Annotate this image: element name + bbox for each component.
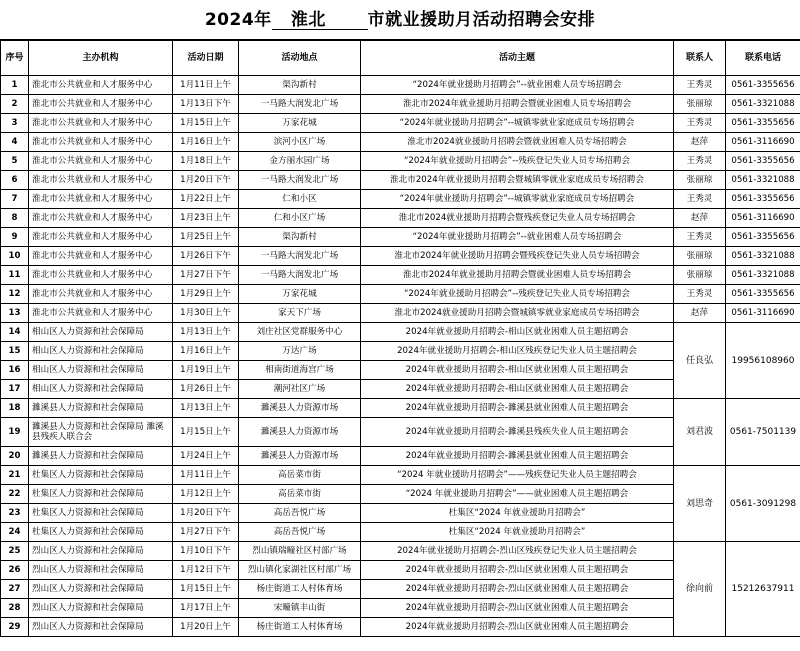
row-org: 杜集区人力资源和社会保障局 [29,466,173,485]
row-place: 仁和小区广场 [239,209,361,228]
row-place: 仁和小区 [239,190,361,209]
row-contact: 张丽琼 [674,266,726,285]
row-date: 1月30日上午 [173,304,239,323]
row-seq: 6 [1,171,29,190]
row-place: 万家花城 [239,285,361,304]
row-org: 淮北市公共就业和人才服务中心 [29,133,173,152]
row-org: 淮北市公共就业和人才服务中心 [29,304,173,323]
table-row [1,266,800,285]
row-date: 1月26日下午 [173,247,239,266]
row-date: 1月20日上午 [173,618,239,637]
title-city: 淮北 [290,10,326,30]
group-phone: 0561-3091298 [726,466,800,542]
row-place: 高岳菜市街 [239,485,361,504]
header-seq: 序号 [1,41,29,76]
row-date: 1月27日下午 [173,266,239,285]
header-org: 主办机构 [29,41,173,76]
row-date: 1月12日上午 [173,485,239,504]
row-place: 濉溪县人力资源市场 [239,399,361,418]
row-place: 万达广场 [239,342,361,361]
row-date: 1月20日下午 [173,504,239,523]
row-phone: 0561-3355656 [726,228,800,247]
row-contact: 王秀灵 [674,76,726,95]
row-theme: 2024年就业援助月招聘会-相山区残疾登记失业人员主题招聘会 [361,342,674,361]
row-phone: 0561-3355656 [726,76,800,95]
schedule-table [0,40,800,637]
row-seq: 24 [1,523,29,542]
table-row [1,304,800,323]
row-org: 濉溪县人力资源和社会保障局 [29,399,173,418]
row-org: 淮北市公共就业和人才服务中心 [29,190,173,209]
row-theme: 2024年就业援助月招聘会-濉溪县就业困难人员主题招聘会 [361,447,674,466]
row-theme: 2024年就业援助月招聘会-濉溪县就业困难人员主题招聘会 [361,399,674,418]
row-place: 烈山镇瑞疃社区村部广场 [239,542,361,561]
row-org: 相山区人力资源和社会保障局 [29,342,173,361]
row-org: 杜集区人力资源和社会保障局 [29,523,173,542]
row-date: 1月26日上午 [173,380,239,399]
row-place: 高岳菜市街 [239,466,361,485]
row-seq: 28 [1,599,29,618]
row-org: 杜集区人力资源和社会保障局 [29,504,173,523]
group-phone: 15212637911 [726,542,800,637]
row-seq: 20 [1,447,29,466]
row-phone: 0561-3355656 [726,152,800,171]
table-row [1,190,800,209]
row-org: 烈山区人力资源和社会保障局 [29,580,173,599]
row-phone: 0561-3355656 [726,190,800,209]
table-row [1,399,800,418]
row-theme: “2024 年就业援助月招聘会”——就业困难人员主题招聘会 [361,485,674,504]
header-date: 活动日期 [173,41,239,76]
group-phone: 0561-7501139 [726,399,800,466]
row-date: 1月17日上午 [173,599,239,618]
row-date: 1月25日上午 [173,228,239,247]
title-suffix: 市就业援助月活动招聘会安排 [367,10,596,30]
row-seq: 18 [1,399,29,418]
row-date: 1月12日下午 [173,561,239,580]
group-contact: 刘君波 [674,399,726,466]
row-contact: 王秀灵 [674,190,726,209]
row-theme: “2024年就业援助月招聘会”--就业困难人员专场招聘会 [361,228,674,247]
row-org: 烈山区人力资源和社会保障局 [29,618,173,637]
row-contact: 王秀灵 [674,228,726,247]
header-phone: 联系电话 [726,41,800,76]
row-place: 一马路大润发北广场 [239,171,361,190]
table-row [1,285,800,304]
row-place: 杨庄街道工人村体育场 [239,618,361,637]
row-date: 1月13日下午 [173,95,239,114]
schedule-body [1,76,800,637]
row-seq: 4 [1,133,29,152]
row-phone: 0561-3321088 [726,247,800,266]
row-phone: 0561-3321088 [726,95,800,114]
row-theme: 杜集区“2024 年就业援助月招聘会” [361,504,674,523]
row-contact: 张丽琼 [674,247,726,266]
row-org: 淮北市公共就业和人才服务中心 [29,228,173,247]
table-row [1,152,800,171]
header-row [1,41,800,76]
row-phone: 0561-3116690 [726,209,800,228]
row-seq: 5 [1,152,29,171]
row-theme: “2024年就业援助月招聘会”--就业困难人员专场招聘会 [361,76,674,95]
row-date: 1月18日上午 [173,152,239,171]
row-date: 1月20日下午 [173,171,239,190]
row-theme: 2024年就业援助月招聘会-相山区就业困难人员主题招聘会 [361,323,674,342]
group-phone: 19956108960 [726,323,800,399]
row-place: 金方丽水园广场 [239,152,361,171]
row-date: 1月22日上午 [173,190,239,209]
row-place: 濉溪县人力资源市场 [239,447,361,466]
row-org: 濉溪县人力资源和社会保障局 濉溪县残疾人联合会 [29,418,173,447]
table-row [1,247,800,266]
row-seq: 23 [1,504,29,523]
row-theme: 淮北市2024年就业援助月招聘会暨残疾登记失业人员专场招聘会 [361,247,674,266]
row-contact: 王秀灵 [674,285,726,304]
row-place: 杨庄街道工人村体育场 [239,580,361,599]
row-org: 淮北市公共就业和人才服务中心 [29,152,173,171]
row-place: 刘庄社区党群服务中心 [239,323,361,342]
row-contact: 王秀灵 [674,152,726,171]
row-seq: 2 [1,95,29,114]
row-place: 万家花城 [239,114,361,133]
group-contact: 任良弘 [674,323,726,399]
row-theme: 2024年就业援助月招聘会-烈山区就业困难人员主题招聘会 [361,599,674,618]
row-phone: 0561-3321088 [726,171,800,190]
row-org: 淮北市公共就业和人才服务中心 [29,95,173,114]
row-seq: 8 [1,209,29,228]
row-date: 1月24日上午 [173,447,239,466]
row-seq: 1 [1,76,29,95]
row-org: 相山区人力资源和社会保障局 [29,361,173,380]
row-date: 1月29日上午 [173,285,239,304]
row-phone: 0561-3116690 [726,304,800,323]
row-place: 一马路大润发北广场 [239,247,361,266]
row-org: 杜集区人力资源和社会保障局 [29,485,173,504]
row-theme: “2024年就业援助月招聘会”--残疾登记失业人员专场招聘会 [361,152,674,171]
row-seq: 22 [1,485,29,504]
row-place: 濉溪县人力资源市场 [239,418,361,447]
row-org: 淮北市公共就业和人才服务中心 [29,171,173,190]
row-theme: 2024年就业援助月招聘会-烈山区就业困难人员主题招聘会 [361,580,674,599]
row-org: 濉溪县人力资源和社会保障局 [29,447,173,466]
row-date: 1月10日下午 [173,542,239,561]
row-date: 1月15日上午 [173,418,239,447]
row-date: 1月19日上午 [173,361,239,380]
row-org: 烈山区人力资源和社会保障局 [29,599,173,618]
header-contact: 联系人 [674,41,726,76]
row-org: 相山区人力资源和社会保障局 [29,323,173,342]
row-date: 1月16日上午 [173,133,239,152]
row-date: 1月15日上午 [173,114,239,133]
row-org: 烈山区人力资源和社会保障局 [29,561,173,580]
row-seq: 7 [1,190,29,209]
row-theme: 淮北市2024年就业援助月招聘会暨就业困难人员专场招聘会 [361,95,674,114]
row-place: 烈山镇化家湖社区村部广场 [239,561,361,580]
row-phone: 0561-3355656 [726,114,800,133]
row-theme: “2024年就业援助月招聘会”--城镇零就业家庭成员专场招聘会 [361,190,674,209]
row-date: 1月27日下午 [173,523,239,542]
row-theme: “2024年就业援助月招聘会”--城镇零就业家庭成员专场招聘会 [361,114,674,133]
row-phone: 0561-3321088 [726,266,800,285]
row-theme: “2024年就业援助月招聘会”--残疾登记失业人员专场招聘会 [361,285,674,304]
row-seq: 12 [1,285,29,304]
row-place: 滨河小区广场 [239,133,361,152]
row-place: 高岳吾悦广场 [239,504,361,523]
table-row [1,76,800,95]
row-place: 相南街道海宫广场 [239,361,361,380]
page-title [0,0,800,40]
table-row [1,228,800,247]
group-contact: 徐向前 [674,542,726,637]
row-contact: 赵萍 [674,133,726,152]
row-org: 淮北市公共就业和人才服务中心 [29,247,173,266]
row-place: 高岳吾悦广场 [239,523,361,542]
row-date: 1月13日上午 [173,399,239,418]
row-org: 烈山区人力资源和社会保障局 [29,542,173,561]
title-city-field [272,11,368,30]
row-place: 一马路大润发北广场 [239,266,361,285]
row-seq: 19 [1,418,29,447]
row-theme: 淮北市2024就业援助月招聘会暨就业困难人员专场招聘会 [361,133,674,152]
row-org: 淮北市公共就业和人才服务中心 [29,76,173,95]
row-seq: 11 [1,266,29,285]
row-contact: 赵萍 [674,304,726,323]
header-place: 活动地点 [239,41,361,76]
row-org: 淮北市公共就业和人才服务中心 [29,266,173,285]
header-theme: 活动主题 [361,41,674,76]
row-date: 1月13日上午 [173,323,239,342]
row-date: 1月16日上午 [173,342,239,361]
row-place: 家天下广场 [239,304,361,323]
row-contact: 王秀灵 [674,114,726,133]
row-theme: “2024 年就业援助月招聘会”——残疾登记失业人员主题招聘会 [361,466,674,485]
table-row [1,323,800,342]
row-theme: 杜集区“2024 年就业援助月招聘会” [361,523,674,542]
row-seq: 17 [1,380,29,399]
row-theme: 2024年就业援助月招聘会-相山区就业困难人员主题招聘会 [361,361,674,380]
row-theme: 2024年就业援助月招聘会-烈山区就业困难人员主题招聘会 [361,618,674,637]
table-row [1,114,800,133]
row-seq: 16 [1,361,29,380]
row-theme: 淮北市2024年就业援助月招聘会暨城镇零就业家庭成员专场招聘会 [361,171,674,190]
row-theme: 淮北市2024就业援助月招聘会暨城镇零就业家庭成员专场招聘会 [361,304,674,323]
row-org: 淮北市公共就业和人才服务中心 [29,285,173,304]
row-date: 1月11日上午 [173,76,239,95]
row-phone: 0561-3355656 [726,285,800,304]
row-theme: 2024年就业援助月招聘会-濉溪县残疾失业人员主题招聘会 [361,418,674,447]
row-place: 宋疃镇丰山街 [239,599,361,618]
table-row [1,209,800,228]
row-theme: 2024年就业援助月招聘会-烈山区就业困难人员主题招聘会 [361,561,674,580]
row-seq: 21 [1,466,29,485]
table-row [1,466,800,485]
row-place: 渠沟新村 [239,228,361,247]
row-seq: 3 [1,114,29,133]
table-row [1,133,800,152]
row-contact: 张丽琼 [674,95,726,114]
row-seq: 13 [1,304,29,323]
row-org: 淮北市公共就业和人才服务中心 [29,209,173,228]
row-seq: 27 [1,580,29,599]
group-contact: 刘思奇 [674,466,726,542]
row-theme: 2024年就业援助月招聘会-相山区就业困难人员主题招聘会 [361,380,674,399]
row-theme: 淮北市2024就业援助月招聘会暨残疾登记失业人员专场招聘会 [361,209,674,228]
row-seq: 15 [1,342,29,361]
row-place: 潮河社区广场 [239,380,361,399]
row-org: 淮北市公共就业和人才服务中心 [29,114,173,133]
table-row [1,95,800,114]
row-date: 1月23日上午 [173,209,239,228]
title-prefix: 2024年 [204,10,272,30]
row-theme: 淮北市2024年就业援助月招聘会暨就业困难人员专场招聘会 [361,266,674,285]
row-seq: 25 [1,542,29,561]
row-date: 1月11日上午 [173,466,239,485]
row-phone: 0561-3116690 [726,133,800,152]
table-row [1,171,800,190]
table-row [1,542,800,561]
row-seq: 26 [1,561,29,580]
row-seq: 29 [1,618,29,637]
row-contact: 赵萍 [674,209,726,228]
row-date: 1月15日上午 [173,580,239,599]
row-place: 一马路大润发北广场 [239,95,361,114]
row-org: 相山区人力资源和社会保障局 [29,380,173,399]
row-contact: 张丽琼 [674,171,726,190]
row-place: 渠沟新村 [239,76,361,95]
row-seq: 14 [1,323,29,342]
row-seq: 9 [1,228,29,247]
row-theme: 2024年就业援助月招聘会-烈山区残疾登记失业人员主题招聘会 [361,542,674,561]
row-seq: 10 [1,247,29,266]
